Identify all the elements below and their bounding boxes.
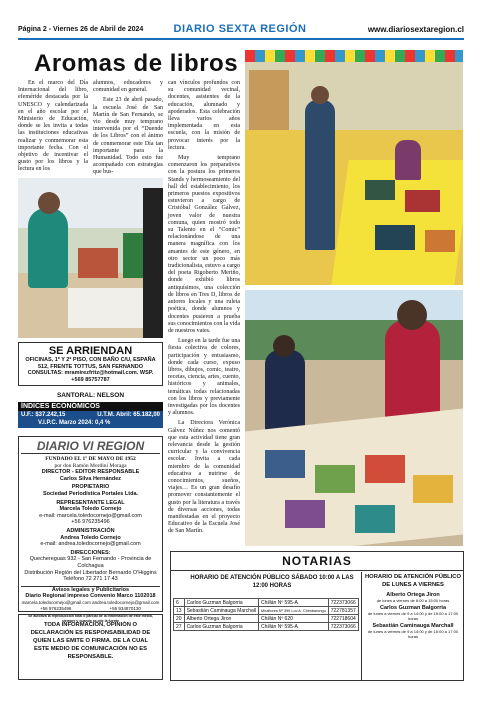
econ-box: [18, 402, 163, 428]
masthead: [18, 436, 163, 623]
table-row: [174, 623, 359, 631]
addresses-title: DIRECCIONES:: [70, 549, 111, 556]
utm-value: U.T.M. Abril: 65.182,00: [97, 412, 160, 418]
notice-phone-2: +56 934870130: [109, 606, 141, 612]
paragraph: alumnos, educadores y comunidad en general.: [93, 80, 163, 94]
notice-phone-1: +56 976235496: [40, 606, 72, 612]
notices-title: Avisos legales y Publicitarios: [21, 586, 160, 594]
photo-students: [245, 290, 463, 546]
ipc-value: V.I.P.C. Marzo 2024: 0,4 %: [38, 420, 111, 426]
table-row: [174, 607, 359, 615]
founded: FUNDADO EL 1º DE MAYO DE 1952: [45, 456, 136, 462]
day: 20: [174, 615, 185, 623]
paragraph: Luego en la tarde fue una fiesta colectiva de colores, participación y entusiasmo, donde cada curso, expuso libros, dibujos, comic, teatro, recetas, ciencia, artes, cuento, históricos y animales, temáticas todas relacionadas con los libros y previamente investigadas por los docentes y alumnos.: [168, 338, 240, 417]
legal-name: Marcela Toledo Cornejo: [59, 506, 122, 513]
notary-phone: 722373066: [328, 599, 358, 607]
notary-hours: de lunes a viernes de 9 a 14:00 y de 15:00 a 17:00 horas: [367, 629, 459, 639]
paragraph: can vínculos profundos con su comunidad vecinal, docentes, asistentes de la educación, alumnado y apoderados. Esta celebración lleva varios años implementada en esta escuela, con la misión de provocar interés por la lectura.: [168, 80, 240, 151]
photo-library-stand: [245, 50, 463, 285]
notary-address: Chillán Nº 595-A: [259, 623, 329, 631]
notice-mails: [21, 600, 160, 607]
notary-phone: 722373066: [328, 623, 358, 631]
page-date: Página 2 - Viernes 26 de Abril de 2024: [18, 26, 144, 33]
notice-mail-2: andrea.toledocornejo@gmail.com: [92, 599, 160, 605]
econ-row-2: [18, 419, 163, 428]
director-title: DIRECTOR - EDITOR RESPONSABLE: [41, 469, 140, 476]
paragraph: Este 23 de abril pasado, la escuela José de San Martín de San Fernando, se vio desde muy temprano intervenida por el “Duende de los Libros” con el ánimo de conmemorar este Día tan importante para la Humanidad. Todo esto fue acompañado con estrategias que bus-: [93, 97, 163, 176]
owner: Sociedad Periodística Portales Ltda.: [42, 490, 139, 497]
article-title: Aromas de libros: [34, 50, 239, 77]
notarias-right-title: HORARIO DE ATENCIÓN PÚBLICO DE LUNES A VIERNES: [365, 574, 461, 588]
director: Carlos Silva Hernández: [59, 475, 122, 482]
address-3: Teléfono 72 271 17 43: [63, 576, 118, 583]
legal-mail: e-mail: marcela.toledocornejo@gmail.com: [39, 512, 142, 519]
notarias-right: [365, 574, 461, 639]
header-rule: [18, 38, 464, 40]
article-col-3: [168, 80, 240, 539]
notary-name: Carlos Guzman Balgorria: [184, 599, 258, 607]
notarias-left-title: HORARIO DE ATENCIÓN PÚBLICO SÁBADO 10:00 A LAS 12:00 HORAS: [190, 575, 354, 589]
notary-address: Miraflores Nº 399 Loc A. Chimbarongo: [259, 607, 329, 615]
ad-title: SE ARRIENDAN: [48, 345, 133, 357]
disclaimer-text: TODA INFORMACIÓN, OPINIÓN O DECLARACIÓN ES RESPONSABILIDAD DE QUIEN LAS EMITE O FIRMA. DE LA CUAL ESTE MEDIO DE COMUNICACIÓN NO ES RESPONSABLE.: [30, 622, 151, 660]
admin-name: Andrea Toledo Cornejo: [60, 534, 121, 541]
notice-mail-1: marcela.toledocornejo@gmail.com: [21, 599, 91, 605]
uf-value: U.F.: $37.242,15: [21, 412, 66, 418]
notary-address: Chillán Nº 620: [259, 615, 329, 623]
notary-name: Alberto Ortega Jiron: [386, 592, 440, 598]
notarias-divider: [361, 572, 362, 680]
masthead-logo: DIARIO VI REGION: [21, 439, 160, 454]
address-2: Distribución Región del Libertador Bernardo O'Higgins: [24, 569, 157, 576]
ad-body: OFICINAS, 1º Y 2º PISO, CON BAÑO C/U, ESPAÑA 512, FRENTE TOTTUS, SAN FERNANDO CONSULTAS: mramirezfritz@hotmail.com. WSP. +569 85757787: [25, 357, 156, 383]
article-col-1: [18, 80, 88, 177]
notary-address: Chillán Nº 595-A: [259, 599, 329, 607]
table-row: [174, 615, 359, 623]
notary-hours: de lunes a viernes de 8:00 a 15:00 horas: [376, 598, 450, 603]
notarias-title: NOTARIAS: [171, 552, 463, 571]
admin-mail: e-mail: andrea.toledocornejo@gmail.com: [40, 541, 141, 548]
table-row: [174, 599, 359, 607]
disclaimer-box: [18, 614, 163, 680]
day: 13: [174, 607, 185, 615]
santoral: SANTORAL: NELSON: [56, 392, 125, 399]
paper-name: DIARIO SEXTA REGIÓN: [173, 23, 307, 35]
founder: por don Ramón Mordini Moraga: [54, 462, 127, 469]
notary-name: Alberto Ortega Jiron: [184, 615, 258, 623]
address-1: Quechereguas 932 - San Fernando - Provincia de Colchagua: [29, 556, 152, 569]
notary-hours: de lunes a viernes de 9 a 14:00 y de 15:00 a 17:00 horas: [367, 611, 459, 621]
website: www.diariosextaregion.cl: [367, 25, 464, 34]
notary-phone: 722718604: [328, 615, 358, 623]
reproduction-note: Se autoriza la reproducción total o parcial de la información de este medio, siempre y cuando se cite la fuente: [28, 614, 153, 623]
admin-title: ADMINISTRACIÓN: [66, 527, 115, 534]
paragraph: La Directora Verónica Gálvez Núñez nos comentó que esta actividad tiene gran relevancia desde la gestión curricular y la convivencia escolar. Invita a cada miembro de la comunidad educativa a nutrirse de conocimientos, sueños, viajes… Es un gran desafío promover constantemente el gusto por la literatura a través de diversas acciones, todas manifestadas en el proyecto Educativo de la Escuela José de San Martín.: [168, 420, 240, 535]
photo-book-stand: [18, 178, 163, 338]
econ-title: ÍNDICES ECONÓMICOS: [18, 402, 163, 411]
notary-name: Carlos Guzman Balgorria: [379, 605, 447, 611]
notices: Diario Regional impreso Convenio Marco 1102018: [25, 593, 156, 600]
day: 6: [174, 599, 185, 607]
notarias-box: [170, 551, 464, 681]
owner-title: PROPIETARIO: [71, 484, 110, 491]
legal-title: REPRESENTANTE LEGAL: [56, 499, 125, 506]
notice-phones: [21, 606, 160, 613]
notary-phone: 722781357: [328, 607, 358, 615]
legal-phone: +56 976235496: [71, 519, 110, 526]
paragraph: Muy temprano comenzaron los preparativos con la postura los primeros Stands y hermoseamiento del hall del establecimiento, los primeros puestos expositivos estuvieron a cargo de Cristóbal González Gálvez, joven valor de nuestra comuna, quien mostró todo su Talento en el “Comic” relacionándose de una manera magnífica con los amantes de este género, en otro sector un poco más tradicionalista, estuvo a cargo del poeta Rigoberto Meriño, donde exhibió libros antiquísimos, una colección de libros en Tres D, libros de autores locales y una ruleta poética, donde alumnos y docentes pusieron a prueba sus conocimientos con la vida de nuestros vates.: [168, 155, 240, 334]
ad-arriendan: [18, 342, 163, 386]
econ-row-1: [18, 411, 163, 419]
article-col-2: [93, 80, 163, 180]
day: 27: [174, 623, 185, 631]
notary-name: Carlos Guzman Balgorria: [184, 623, 258, 631]
paragraph: En el marco del Día Internacional del libro, efeméride destacada por la UNESCO y calendarizada en el año escolar por el Ministerio de Educación, donde se les invita a todas las instituciones educativas realizar y conmemorar esta importante fecha. Con el objetivo de incentivar el gusto por los libros y la lectura en los: [18, 80, 88, 173]
notarias-table: [173, 598, 359, 631]
notary-name: Sebastián Caminauga Marchall: [372, 623, 454, 629]
notary-name: Sebastián Caminauga Marchall: [184, 607, 258, 615]
